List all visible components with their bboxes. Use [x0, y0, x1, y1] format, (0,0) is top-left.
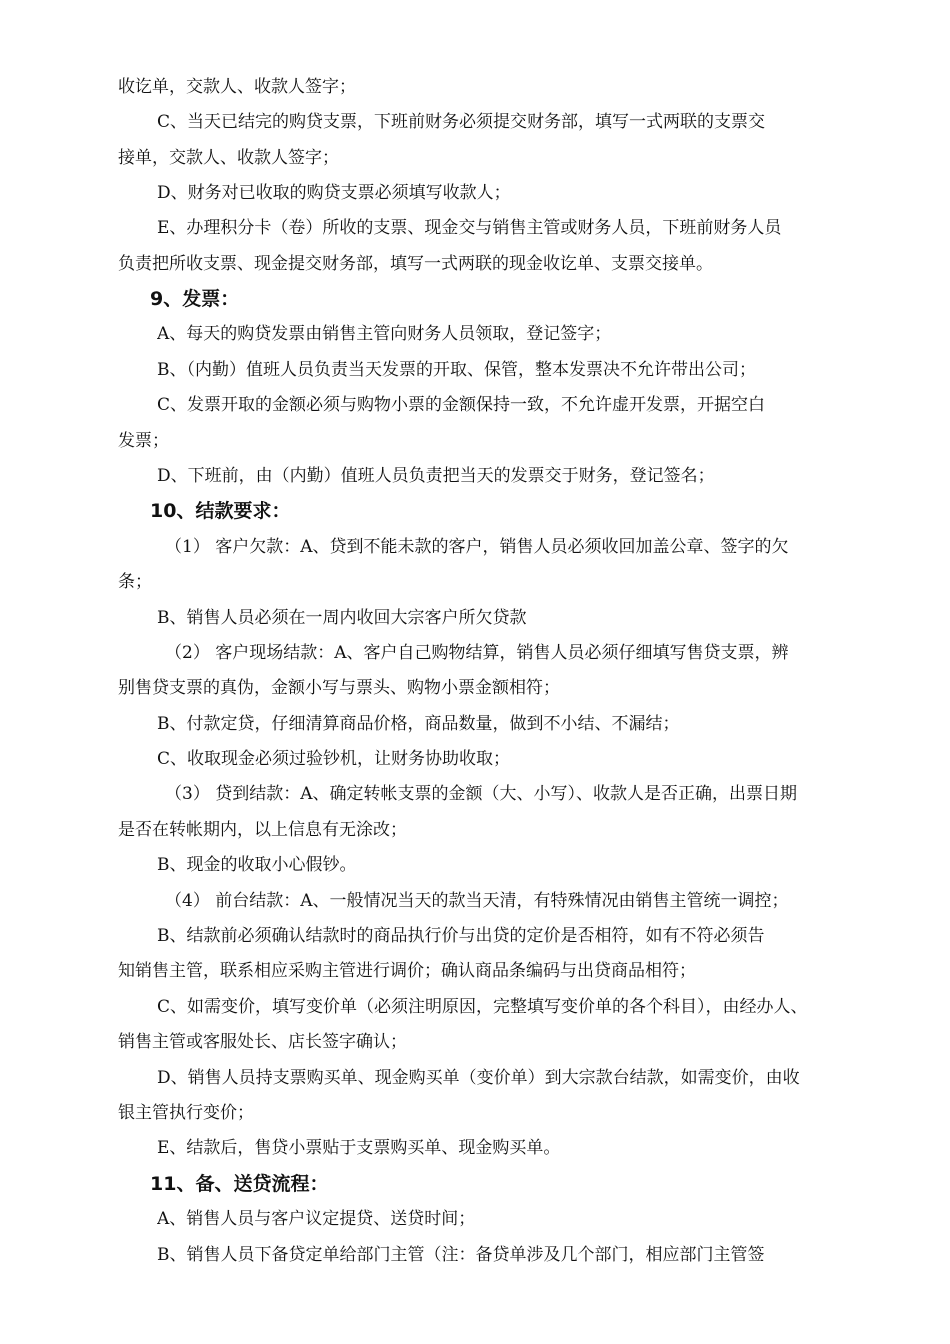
text-line: （2） 客户现场结款：A、客户自己购物结算，销售人员必须仔细填写售贷支票，辨 — [165, 643, 789, 663]
text-line: E、办理积分卡（卷）所收的支票、现金交与销售主管或财务人员，下班前财务人员 — [157, 218, 782, 238]
text-line: E、结款后，售贷小票贴于支票购买单、现金购买单。 — [157, 1138, 561, 1158]
text-line: 是否在转帐期内，以上信息有无涂改； — [118, 820, 407, 840]
text-line: 知销售主管，联系相应采购主管进行调价；确认商品条编码与出贷商品相符； — [118, 961, 696, 981]
text-line: B、（内勤）值班人员负责当天发票的开取、保管，整本发票决不允许带出公司； — [157, 360, 756, 380]
text-line: 条； — [118, 572, 152, 592]
text-line: D、财务对已收取的购贷支票必须填写收款人； — [157, 183, 511, 203]
text-line: A、销售人员与客户议定提贷、送贷时间； — [157, 1209, 476, 1229]
text-line: （1） 客户欠款：A、贷到不能未款的客户，销售人员必须收回加盖公章、签字的欠 — [165, 537, 789, 557]
text-line: B、现金的收取小心假钞。 — [157, 855, 357, 875]
text-line: C、发票开取的金额必须与购物小票的金额保持一致，不允许虚开发票，开据空白 — [157, 395, 766, 415]
text-line: C、收取现金必须过验钞机，让财务协助收取； — [157, 749, 511, 769]
section-heading: 9、发票： — [150, 288, 240, 310]
section-heading: 11、备、送贷流程： — [150, 1173, 329, 1195]
text-line: A、每天的购贷发票由销售主管向财务人员领取，登记签字； — [157, 324, 612, 344]
text-line: D、下班前，由（内勤）值班人员负责把当天的发票交于财务，登记签名； — [157, 466, 715, 486]
text-line: 负责把所收支票、现金提交财务部，填写一式两联的现金收讫单、支票交接单。 — [118, 254, 713, 274]
text-line: B、付款定贷，仔细清算商品价格，商品数量，做到不小结、不漏结； — [157, 714, 680, 734]
text-line: 别售贷支票的真伪，金额小写与票头、购物小票金额相符； — [118, 678, 560, 698]
text-line: 发票； — [118, 431, 169, 451]
text-line: C、如需变价，填写变价单（必须注明原因，完整填写变价单的各个科目），由经办人、 — [157, 997, 808, 1017]
text-line: 银主管执行变价； — [118, 1103, 254, 1123]
text-line: （4） 前台结款：A、一般情况当天的款当天清，有特殊情况由销售主管统一调控； — [165, 891, 789, 911]
section-heading: 10、结款要求： — [150, 500, 291, 522]
text-line: （3） 贷到结款：A、确定转帐支票的金额（大、小写）、收款人是否正确，出票日期 — [165, 784, 797, 804]
text-line: C、当天已结完的购贷支票，下班前财务必须提交财务部，填写一式两联的支票交 — [157, 112, 766, 132]
text-line: 销售主管或客服处长、店长签字确认； — [118, 1032, 407, 1052]
text-line: B、结款前必须确认结款时的商品执行价与出贷的定价是否相符，如有不符必须告 — [157, 926, 765, 946]
text-line: 接单，交款人、收款人签字； — [118, 148, 339, 168]
text-line: 收讫单，交款人、收款人签字； — [118, 77, 356, 97]
text-line: B、销售人员下备贷定单给部门主管（注：备贷单涉及几个部门，相应部门主管签 — [157, 1245, 765, 1265]
text-line: D、销售人员持支票购买单、现金购买单（变价单）到大宗款台结款，如需变价，由收 — [157, 1068, 800, 1088]
text-line: B、销售人员必须在一周内收回大宗客户所欠贷款 — [157, 608, 527, 628]
